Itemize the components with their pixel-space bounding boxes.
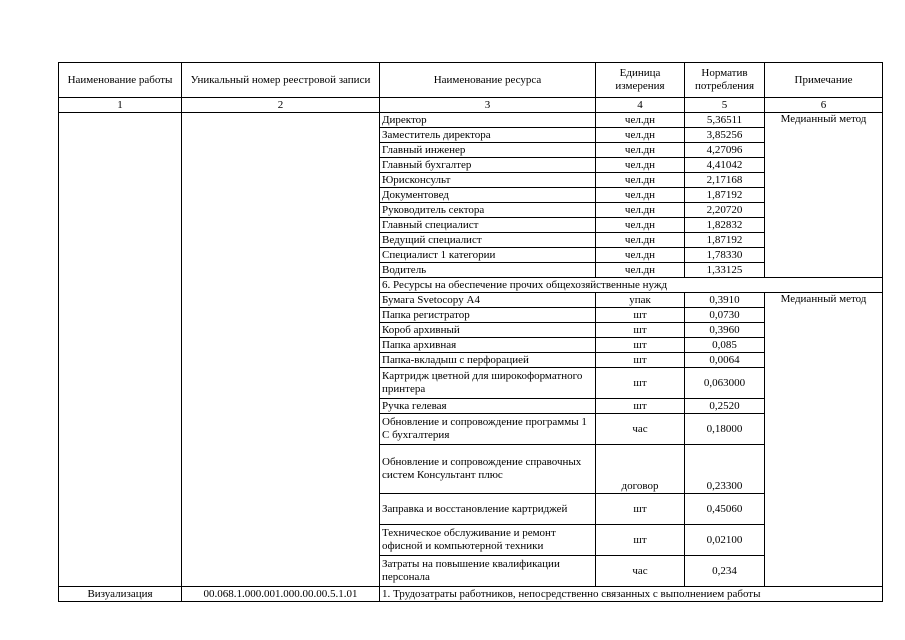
- resource-unit: чел.дн: [596, 233, 685, 248]
- resource-norm: 0,23300: [685, 445, 765, 494]
- resource-norm: 0,085: [685, 338, 765, 353]
- resource-name: Техническое обслуживание и ремонт офисной и компьютерной техники: [380, 525, 596, 556]
- method-note: Медианный метод: [765, 293, 883, 587]
- resource-name: Директор: [380, 113, 596, 128]
- resource-unit: договор: [596, 445, 685, 494]
- resource-name: Юрисконсульт: [380, 173, 596, 188]
- resource-norm: 1,33125: [685, 263, 765, 278]
- resource-name: Короб архивный: [380, 323, 596, 338]
- section-title: 6. Ресурсы на обеспечение прочих общехозяйственные нужд: [380, 278, 883, 293]
- resource-name: Главный инженер: [380, 143, 596, 158]
- resource-norm: 1,78330: [685, 248, 765, 263]
- header-norm: Норматив потребления: [685, 63, 765, 98]
- resource-norm: 0,3960: [685, 323, 765, 338]
- work-name: Визуализация: [59, 587, 182, 602]
- header-resource-name: Наименование ресурса: [380, 63, 596, 98]
- resource-unit: чел.дн: [596, 158, 685, 173]
- header-unit: Единица измерения: [596, 63, 685, 98]
- column-number: 4: [596, 98, 685, 113]
- resource-name: Затраты на повышение квалификации персонала: [380, 556, 596, 587]
- resource-norm: 1,87192: [685, 233, 765, 248]
- header-registry-number: Уникальный номер реестровой записи: [182, 63, 380, 98]
- resource-name: Руководитель сектора: [380, 203, 596, 218]
- resource-unit: чел.дн: [596, 128, 685, 143]
- resource-unit: шт: [596, 368, 685, 399]
- resource-norm: 0,18000: [685, 414, 765, 445]
- resource-norm: 3,85256: [685, 128, 765, 143]
- resource-unit: чел.дн: [596, 143, 685, 158]
- resource-name: Обновление и сопровождение справочных систем Консультант плюс: [380, 445, 596, 494]
- resource-unit: шт: [596, 353, 685, 368]
- resource-name: Папка-вкладыш с перфорацией: [380, 353, 596, 368]
- resource-unit: шт: [596, 338, 685, 353]
- resource-name: Картридж цветной для широкоформатного принтера: [380, 368, 596, 399]
- registry-number-cell: [182, 113, 380, 587]
- header-note: Примечание: [765, 63, 883, 98]
- resource-norm: 0,3910: [685, 293, 765, 308]
- header-work-name: Наименование работы: [59, 63, 182, 98]
- resource-norm: 1,87192: [685, 188, 765, 203]
- resource-unit: шт: [596, 494, 685, 525]
- resource-unit: чел.дн: [596, 263, 685, 278]
- resource-unit: шт: [596, 399, 685, 414]
- resource-name: Водитель: [380, 263, 596, 278]
- resource-unit: чел.дн: [596, 173, 685, 188]
- column-number: 6: [765, 98, 883, 113]
- resource-norm: 1,82832: [685, 218, 765, 233]
- column-number: 2: [182, 98, 380, 113]
- resource-unit: чел.дн: [596, 203, 685, 218]
- resource-norm: 5,36511: [685, 113, 765, 128]
- resource-unit: час: [596, 414, 685, 445]
- resource-unit: чел.дн: [596, 188, 685, 203]
- resource-norm: 2,17168: [685, 173, 765, 188]
- work-name-cell: [59, 113, 182, 587]
- resource-norm: 0,02100: [685, 525, 765, 556]
- resource-unit: упак: [596, 293, 685, 308]
- resource-norm: 2,20720: [685, 203, 765, 218]
- resource-name: Бумага Svetocopy А4: [380, 293, 596, 308]
- resource-unit: шт: [596, 308, 685, 323]
- resource-name: Главный специалист: [380, 218, 596, 233]
- resource-name: Документовед: [380, 188, 596, 203]
- column-number: 3: [380, 98, 596, 113]
- resource-unit: чел.дн: [596, 248, 685, 263]
- resource-name: Специалист 1 категории: [380, 248, 596, 263]
- resource-name: Заправка и восстановление картриджей: [380, 494, 596, 525]
- resource-unit: чел.дн: [596, 113, 685, 128]
- resource-name: Обновление и сопровождение программы 1 С бухгалтерия: [380, 414, 596, 445]
- resource-unit: шт: [596, 525, 685, 556]
- resource-norms-table: [58, 62, 883, 602]
- column-number: 5: [685, 98, 765, 113]
- registry-number: 00.068.1.000.001.000.00.00.5.1.01: [182, 587, 380, 602]
- resource-norm: 0,063000: [685, 368, 765, 399]
- resource-norm: 0,2520: [685, 399, 765, 414]
- work-row: [59, 587, 883, 602]
- resource-norm: 0,0064: [685, 353, 765, 368]
- resource-name: Заместитель директора: [380, 128, 596, 143]
- column-number: 1: [59, 98, 182, 113]
- resource-norm: 4,27096: [685, 143, 765, 158]
- resource-norm: 0,45060: [685, 494, 765, 525]
- resource-unit: шт: [596, 323, 685, 338]
- resource-name: Главный бухгалтер: [380, 158, 596, 173]
- resource-unit: чел.дн: [596, 218, 685, 233]
- table-row: [59, 113, 883, 128]
- resource-name: Папка архивная: [380, 338, 596, 353]
- resource-name: Ведущий специалист: [380, 233, 596, 248]
- method-note: Медианный метод: [765, 113, 883, 278]
- section-title: 1. Трудозатраты работников, непосредственно связанных с выполнением работы: [380, 587, 883, 602]
- resource-norm: 0,234: [685, 556, 765, 587]
- resource-name: Папка регистратор: [380, 308, 596, 323]
- resource-norm: 4,41042: [685, 158, 765, 173]
- column-number-row: [59, 98, 883, 113]
- header-row: [59, 63, 883, 98]
- resource-unit: час: [596, 556, 685, 587]
- resource-norm: 0,0730: [685, 308, 765, 323]
- resource-name: Ручка гелевая: [380, 399, 596, 414]
